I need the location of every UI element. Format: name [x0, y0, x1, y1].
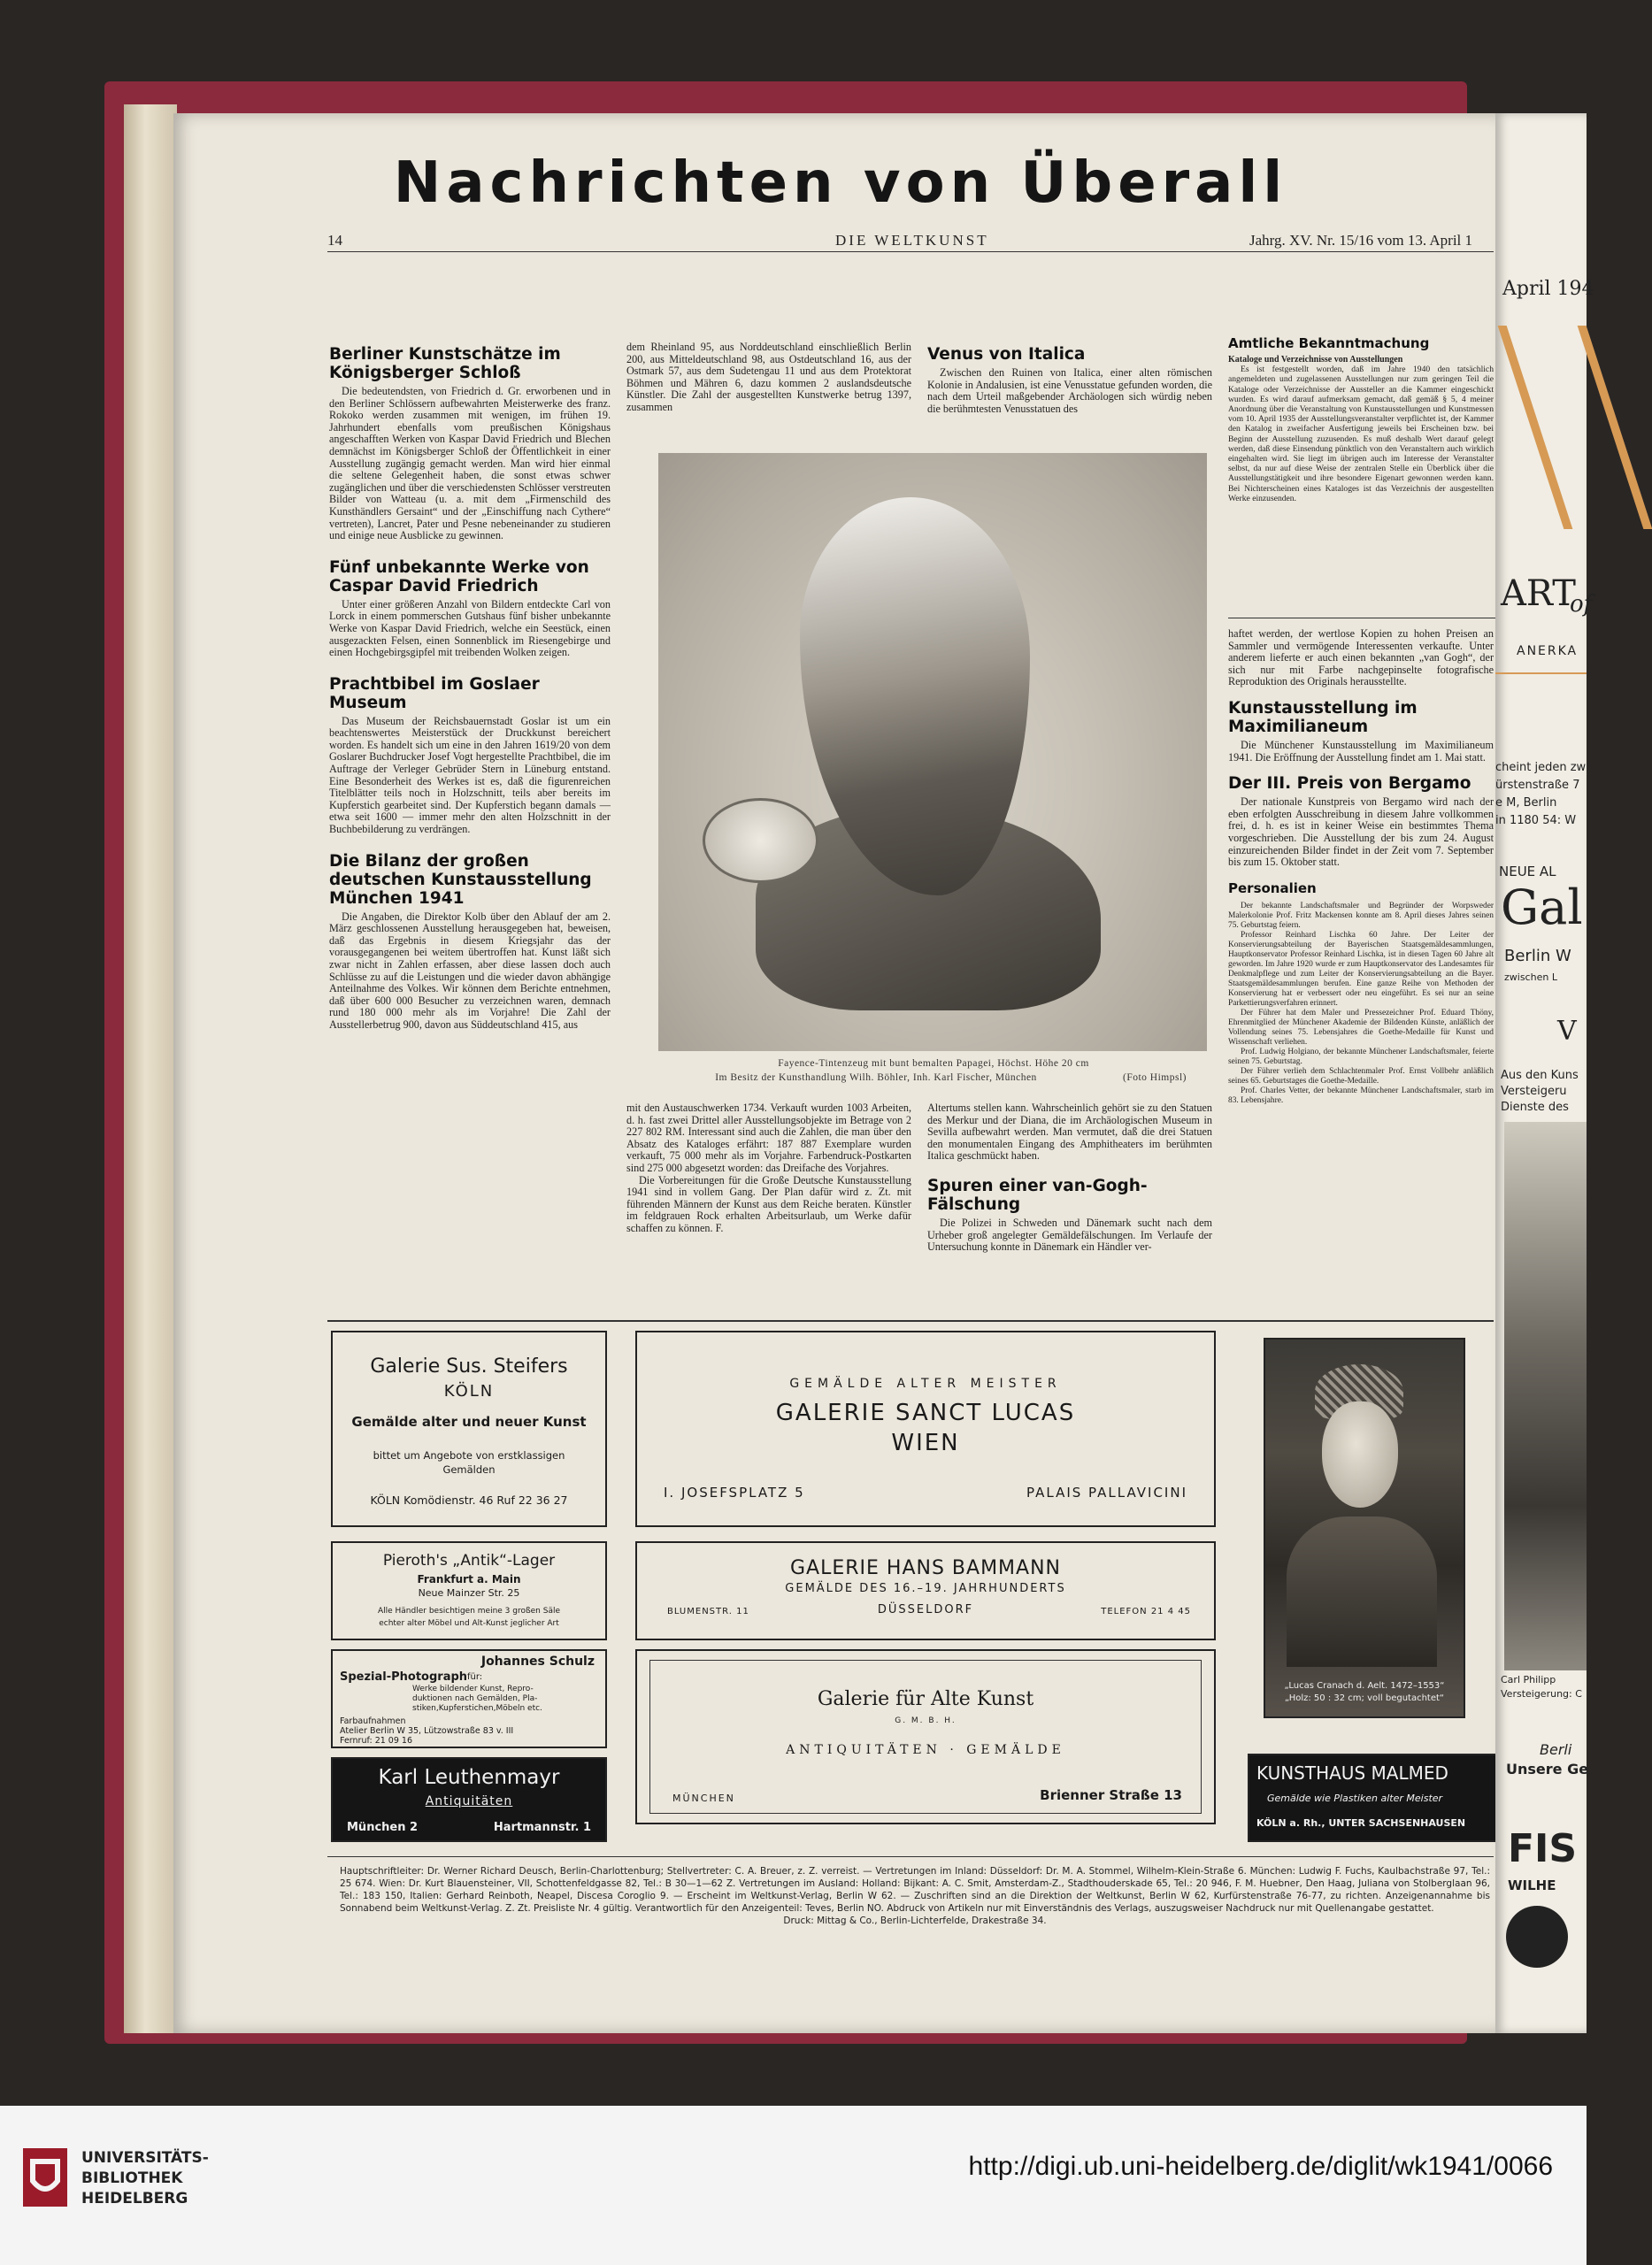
photo-caption-line1: Fayence-Tintenzeug mit bunt bemalten Papagei, Höchst. Höhe 20 cm	[778, 1058, 1089, 1069]
archive-url[interactable]: http://digi.ub.uni-heidelberg.de/diglit/wk1941/0066	[968, 2152, 1553, 2181]
ad-gmbh: G. M. B. H.	[895, 1716, 957, 1725]
column-4-lower	[1228, 628, 1494, 1106]
article-body: Die Polizei in Schweden und Dänemark sucht nach dem Urheber groß angelegter Gemäldefälschungen. Im Verlaufe der Untersuchung konnte in Dänemark ein Händler ver-	[927, 1216, 1212, 1254]
facing-text: Aus den Kuns	[1501, 1069, 1579, 1082]
article-body: Die Vorbereitungen für die Große Deutsche Kunstausstellung 1941 sind in vollem Gang. Der Plan dafür wird z. Zt. mit führenden Männern der Kunst aus dem Reiche beraten. Künstler im feldgrauen Rock erhalten Arbeitsurlaub, um Werke dafür schaffen zu können. F.	[626, 1173, 911, 1234]
facing-text: in 1180 54: W	[1495, 814, 1577, 827]
ad-label: Spezial-Photograph	[340, 1670, 468, 1684]
facing-text: cheint jeden zw	[1495, 761, 1587, 774]
portrait-face	[1322, 1401, 1398, 1508]
article-heading: Personalien	[1228, 879, 1317, 896]
ad-details	[412, 1685, 542, 1714]
facing-text: Dienste des	[1501, 1101, 1569, 1114]
facing-art: ART	[1501, 573, 1576, 614]
article-heading: Spuren einer van-Gogh-Fälschung	[927, 1176, 1148, 1214]
article-body: Das Museum der Reichsbauernstadt Goslar ist um ein beachtenswertes Meisterstück der Druckkunst bereichert worden. Es handelt sich um eine in den Jahren 1619/20 von dem Goslarer Buchdrucker Josef Vogt hergestellte Prachtbibel, die im Auftrage der Verleger Gebrüder Stern in Lüneburg entstand. Eine Besonderheit des Werkes ist es, daß die figurenreichen Titelblätter teils noch in Holzschnitt, teils aber bereits im Kupferstich gearbeitet sind. Der Kupferstich begann damals — etwa seit 1600 — immer mehr den alten Holzschnitt in der Buchbebilderung zu verdrängen.	[329, 714, 611, 836]
ad-for: für:	[467, 1672, 483, 1682]
ad-name: Galerie für Alte Kunst	[817, 1688, 1034, 1710]
ad-pieroth	[331, 1541, 607, 1640]
parrot-inkstand-photo	[658, 453, 1207, 1051]
facing-text: Unsere Ge	[1506, 1761, 1589, 1777]
ad-sub: Gemälde wie Plastiken alter Meister	[1267, 1793, 1443, 1804]
ad-top: GEMÄLDE ALTER MEISTER	[789, 1377, 1062, 1391]
ad-leuthenmayr	[331, 1757, 607, 1842]
ad-sub: Gemälden	[442, 1463, 496, 1476]
ad-phone: Fernruf: 21 09 16	[340, 1736, 413, 1746]
ad-city: München 2	[347, 1821, 419, 1834]
ad-name: Pieroth's „Antik“-Lager	[382, 1552, 556, 1570]
facing-text: FIS	[1508, 1826, 1578, 1871]
ad-address: Atelier Berlin W 35, Lützowstraße 83 v. III	[340, 1726, 514, 1736]
article-body: Unter einer größeren Anzahl von Bildern entdeckte Carl von Lorck in einem pommerschen Gutshaus fünf bisher unbekannte Werke von Kaspar David Friedrich, welche ein Seestück, einen ausgezackten Felsen, einen Sonnenblick im Riesengebirge und einen Hochgebirgsgipfel mit treibenden Wolken zeigen.	[329, 597, 611, 659]
article-body: Professor Reinhard Lischka 60 Jahre. Der Leiter der Konservierungsabteilung der Bayerischen Staatsgemäldesammlungen, Hauptkonservator Professor Reinhard Lischka, ist in diesen Tagen 60 Jahre alt geworden. Im Jahre 1920 wurde er zum Hauptkonservator des Landesamtes für Denkmalpflege und zum Leiter der Konservierungsabteilung an die Bayer. Staatsgemäldesammlungen berufen. Eine ganze Reihe von Methoden der Konservierung hat er verbessert oder neu eingeführt. Es sei nur an seine Parkettierungsverfahren erinnert.	[1228, 930, 1494, 1008]
column-3-bottom	[927, 1102, 1212, 1254]
column-2-top	[626, 342, 911, 414]
ad-address: Neue Mainzer Str. 25	[418, 1587, 520, 1599]
ad-sub: GEMÄLDE DES 16.–19. JAHRHUNDERTS	[785, 1582, 1066, 1595]
ad-address: Brienner Straße 13	[1040, 1787, 1182, 1803]
ad-line: duktionen nach Gemälden, Pla-	[412, 1694, 538, 1703]
issue-info: Jahrg. XV. Nr. 15/16 vom 13. April 1	[1249, 232, 1473, 249]
facing-anerk: ANERKA	[1517, 644, 1579, 658]
page-stack-edge	[124, 104, 177, 2033]
facing-text: WILHE	[1508, 1877, 1556, 1893]
portrait-caption: „Holz: 50 : 32 cm; voll begutachtet“	[1284, 1693, 1445, 1703]
ad-city: DÜSSELDORF	[877, 1603, 974, 1616]
header-rule	[327, 251, 1494, 252]
column-4	[1228, 333, 1494, 503]
article-body: Prof. Charles Vetter, der bekannte Münchener Landschaftsmaler, starb im 83. Lebensjahre.	[1228, 1086, 1494, 1105]
article-body: dem Rheinland 95, aus Norddeutschland einschließlich Berlin 200, aus Mitteldeutschland 98, aus Ostdeutschland 16, aus der Ostmark 57, aus dem Sudetengau 11 und aus dem Protektorat Böhmen und Mähren 6, dazu kommen 2 auslandsdeutsche Künstler. Die Zahl der ausgestellten Kunstwerke betrug 1397, zusammen	[626, 341, 911, 413]
ad-name: Johannes Schulz	[480, 1655, 595, 1669]
photo-credit: (Foto Himpsl)	[1123, 1072, 1187, 1083]
article-heading: Prachtbibel im Goslaer Museum	[329, 674, 540, 712]
article-heading: Fünf unbekannte Werke von Caspar David Friedrich	[329, 557, 589, 595]
article-heading: Venus von Italica	[927, 345, 1086, 364]
ad-galerie-alte-kunst	[635, 1649, 1216, 1824]
article-heading: Amtliche Bekanntmachung	[1228, 335, 1430, 351]
article-body: mit den Austauschwerken 1734. Verkauft wurden 1003 Arbeiten, d. h. fast zwei Drittel aller Ausstellungsobjekte im Betrage von 2 227 802 RM. Interessant sind auch die Zahlen, die man über den Absatz des Kataloges erfährt: 187 887 Exemplare wurden verkauft, 75 000 mehr als im Vorjahre. Farbendruck-Postkarten sind 275 000 abgesetzt worden: das Dreifache des Vorjahres.	[626, 1102, 911, 1174]
ad-address: BLUMENSTR. 11	[667, 1607, 749, 1616]
ad-name: GALERIE SANCT LUCAS	[775, 1400, 1076, 1426]
page-title: Nachrichten von Überall	[393, 150, 1288, 216]
facing-text: zwischen L	[1504, 971, 1557, 983]
ad-address: KÖLN Komödienstr. 46 Ruf 22 36 27	[370, 1493, 568, 1507]
column-3-top	[927, 336, 1212, 415]
facing-text: Versteigerung: C	[1501, 1688, 1582, 1700]
ad-sub: Antiquitäten	[425, 1794, 513, 1808]
ad-sanct-lucas	[635, 1331, 1216, 1527]
article-body: Die Münchener Kunstausstellung im Maximilianeum 1941. Die Eröffnung der Ausstellung findet am 1. Mai statt.	[1228, 738, 1494, 764]
facing-text: Gal	[1501, 879, 1583, 935]
ad-line: Werke bildender Kunst, Repro-	[412, 1685, 534, 1693]
journal-name: DIE WELTKUNST	[835, 232, 989, 249]
ad-phone: TELEFON 21 4 45	[1101, 1607, 1191, 1616]
ad-address: PALAIS PALLAVICINI	[1026, 1485, 1187, 1501]
ad-galerie-steifers	[331, 1331, 607, 1527]
ad-name: GALERIE HANS BAMMANN	[790, 1557, 1061, 1579]
university-logo-text	[81, 2148, 209, 2209]
facing-text: ürstenstraße 7	[1495, 779, 1580, 792]
article-heading: Die Bilanz der großen deutschen Kunstausstellung München 1941	[329, 851, 592, 908]
facing-text: Versteigeru	[1501, 1085, 1567, 1098]
article-heading: Berliner Kunstschätze im Königsberger Schloß	[329, 345, 561, 382]
inkwell-lid	[703, 798, 818, 883]
ad-address: I. JOSEFSPLATZ 5	[664, 1485, 805, 1501]
ad-name: Karl Leuthenmayr	[378, 1766, 560, 1789]
facing-text: Berli	[1540, 1741, 1572, 1758]
page-number: 14	[327, 232, 342, 249]
ad-name: Galerie Sus. Steifers	[370, 1355, 568, 1378]
ad-city: WIEN	[891, 1430, 960, 1456]
facing-of: of	[1570, 591, 1593, 618]
imprint	[340, 1865, 1490, 1927]
photo-caption-line2: Im Besitz der Kunsthandlung Wilh. Böhler, Inh. Karl Fischer, München	[715, 1072, 1037, 1083]
article-body: Die bedeutendsten, von Friedrich d. Gr. erworbenen und in den Berliner Schlössern aufbewahrten Meisterwerke des franz. Rokoko werden zusammen mit wenigen, im frühen 19. Jahrhundert ebenfalls vom preußischen Königshaus angeschafften Werken von Kaspar David Friedrich und Blechen demnächst im Königsberger Schloß der Öffentlichkeit in einer Ausstellung zugängig gemacht werden. Man wird hier einmal die seltene Gelegenheit haben, die sonst etwas schwer zugänglichen und über die verschiedensten Schlösser verstreuten Bilder von Watteau (u. a. mit dem „Firmenschild des Kunsthändlers Gersaint“ und der „Einschiffung nach Cythere“ vertreten), Lancret, Pater und Pesne nebeneinander zu studieren und einige neue Ausblicke zu gewinnen.	[329, 385, 611, 542]
ad-sub: echter alter Möbel und Alt-Kunst jeglicher Art	[379, 1619, 559, 1628]
archive-bar	[0, 2106, 1587, 2265]
facing-page	[1495, 113, 1594, 2033]
facing-text: e M, Berlin	[1495, 796, 1557, 810]
ads-rule	[327, 1320, 1494, 1322]
ad-address: KÖLN a. Rh., UNTER SACHSENHAUSEN	[1256, 1817, 1466, 1829]
ad-sub: bittet um Angebote von erstklassigen	[373, 1449, 565, 1462]
article-body: Es ist festgestellt worden, daß im Jahre 1940 den tatsächlich angemeldeten und zugelassenen Ausstellungen nur zum geringen Teil die Kataloge oder Verzeichnisse der Aussteller an die Kammer eingeschickt wurden. Es wird darauf aufmerksam gemacht, daß gemäß § 5, 4 meiner Anordnung über die Veranstaltung von Kunstausstellungen und Kunstmessen vom 10. April 1935 der Ausstellungsveranstalter verpflichtet ist, der Kammer den Katalog in zweifacher Ausfertigung jeweils bei Erscheinen bzw. bei Beginn der Ausstellung zuzusenden. Es muß deshalb Wert darauf gelegt werden, daß diese Einsendung pünktlich von den Veranstaltern auch wirklich eingehalten wird. Sie liegt im übrigen auch im Interesse der Veranstalter selbst, da nur auf diese Weise der zentralen Stelle ein Überblick über die Ausstellungstätigkeit und ihre besondere Eigenart gewonnen werden kann. Bei Nichterscheinen eines Kataloges ist das Verzeichnis der ausgestellten Werke einzusenden.	[1228, 365, 1494, 503]
article-body: Der nationale Kunstpreis von Bergamo wird nach der eben erfolgten Ausschreibung in diesem Jahre vollkommen frei, d. h. es ist in keiner Weise ein bestimmtes Thema vorgeschrieben. Die Ausstellung der bis zum 24. August einzureichenden Bilder findet in der Zeit vom 7. September bis zum 15. Oktober statt.	[1228, 795, 1494, 869]
imprint-text: Hauptschriftleiter: Dr. Werner Richard Deusch, Berlin-Charlottenburg; Stellvertreter: C. A. Breuer, z. Z. verreist. — Vertretungen im Inland: Düsseldorf: Dr. M. A. Stommel, Wilhelm-Klein-Straße 6. München: Ludwig F. Fuchs, Kaulbachstraße 97, Tel.: 25 674. Wien: Dr. Kurt Blauensteiner, VII, Schottenfeldgasse 82, Tel.: B 30—1—62 Z. Vertretungen im Ausland: Holland: Bijkant: A. C. Smit, Amsterdam-Z., Stadthouderskade 65, Tel.: 20 946, F. M. Huebner, Den Haag, Juliana von Stolberglaan 96, Tel.: 183 150, Italien: Gerhard Reinboth, Neapel, Discesa Coroglio 9. — Erscheint im Weltkunst-Verlag, Berlin W 62. — Zuschriften sind an die Direktion der Weltkunst, Berlin W 62, Kurfürstenstraße 76-77, zu richten. Anzeigenannahme bis Sonnabend beim Weltkunst-Verlag. Z. Zt. Preisliste Nr. 4 gültig. Verantwortlich für den Anzeigenteil: Teves, Berlin NO. Abdruck von Artikeln nur mit Einverständnis des Verlags, auszugsweiser Nachdruck nur mit Quellenangabe gestattet.	[340, 1866, 1490, 1914]
ad-contact	[340, 1716, 513, 1746]
ad-sub: Alle Händler besichtigen meine 3 großen Säle	[377, 1607, 561, 1616]
ad-schulz	[331, 1649, 607, 1748]
university-seal-icon	[21, 2146, 69, 2208]
logo-line: HEIDELBERG	[81, 2190, 188, 2207]
cranach-portrait	[1264, 1338, 1465, 1718]
ad-line: Farbaufnahmen	[340, 1716, 406, 1726]
ad-line: stiken,Kupferstichen,Möbeln etc.	[412, 1704, 542, 1713]
ad-name: KUNSTHAUS MALMED	[1256, 1762, 1448, 1784]
facing-text: Berlin W	[1504, 947, 1571, 965]
imprint-print: Druck: Mittag & Co., Berlin-Lichterfelde, Drakestraße 34.	[783, 1916, 1047, 1926]
ad-bammann	[635, 1541, 1216, 1640]
article-heading: Kunstausstellung im Maximilianeum	[1228, 698, 1418, 736]
ad-line: ANTIQUITÄTEN · GEMÄLDE	[786, 1743, 1065, 1757]
article-subheading: Kataloge und Verzeichnisse von Ausstellungen	[1228, 355, 1403, 365]
facing-text: NEUE AL	[1499, 864, 1556, 879]
article-heading: Der III. Preis von Bergamo	[1228, 774, 1471, 794]
facing-date: April 194	[1502, 278, 1594, 300]
portrait-caption: „Lucas Cranach d. Aelt. 1472–1553“	[1284, 1681, 1445, 1691]
footer-rule	[327, 1856, 1494, 1857]
ad-address: Hartmannstr. 1	[493, 1821, 591, 1834]
article-body: Zwischen den Ruinen von Italica, einer alten römischen Kolonie in Andalusien, ist eine Venusstatue gefunden worden, die nach dem Urteil maßgebender Archäologen sich würdig neben die berühmtesten Venusstatuen des	[927, 366, 1212, 415]
article-body: Der Führer hat dem Maler und Pressezeichner Prof. Eduard Thöny, Ehrenmitglied der Münchener Akademie der Bildenden Künste, anläßlich der Vollendung seines 75. Lebensjahres die Goethe-Medaille für Kunst und Wissenschaft verliehen.	[1228, 1008, 1494, 1047]
article-body: Die Angaben, die Direktor Kolb über den Ablauf der am 2. März geschlossenen Ausstellung herausgegeben hat, beweisen, daß das Ergebnis in diesem Kriegsjahr das der vorausgegangenen bei weitem übertroffen hat. Kunst läßt sich zwar nicht in Zahlen erfassen, aber diese lassen doch auch Schlüsse zu auf die Leistungen und die wieder davon abhängige Anteilnahme des Volkes. Wir können dem Berichte entnehmen, daß über 600 000 Besucher zu verzeichnen waren, demnach rund 180 000 mehr als im Vorjahre! Die Zahl der Ausstellerbetrug 900, davon aus Süddeutschland 415, aus	[329, 910, 611, 1031]
ad-kunsthaus-malmed	[1248, 1754, 1497, 1842]
facing-text: Carl Philipp	[1501, 1674, 1556, 1685]
ad-city: MÜNCHEN	[672, 1793, 735, 1804]
article-body: Altertums stellen kann. Wahrscheinlich gehört sie zu den Statuen des Merkur und der Diana, die im Archäologischen Museum in Sevilla aufbewahrt werden. Man vermutet, daß die drei Statuen den monumentalen Eingang des Amphitheaters im berühmten Italica geschmückt haben.	[927, 1102, 1212, 1163]
column-1	[329, 336, 611, 1032]
article-body: Der Führer verlieh dem Schlachtenmaler Prof. Ernst Vollbehr anläßlich seines 65. Geburtstages die Goethe-Medaille.	[1228, 1066, 1494, 1086]
ad-city: KÖLN	[443, 1382, 495, 1401]
ad-city: Frankfurt a. Main	[417, 1573, 521, 1586]
column-2-bottom	[626, 1102, 911, 1235]
article-body: Der bekannte Landschaftsmaler und Begründer der Worpsweder Malerkolonie Prof. Fritz Mackensen konnte am 8. April dieses Jahres seinen 75. Geburtstag feiern.	[1228, 901, 1494, 930]
article-body: Prof. Ludwig Holgiano, der bekannte Münchener Landschaftsmaler, feierte seinen 75. Geburtstag.	[1228, 1047, 1494, 1066]
logo-line: BIBLIOTHEK	[81, 2169, 183, 2187]
ad-line: Gemälde alter und neuer Kunst	[351, 1414, 587, 1430]
facing-text: V	[1557, 1016, 1577, 1047]
article-body: haftet werden, der wertlose Kopien zu hohen Preisen an Sammler und vermögende Interessenten verkaufte. Unter anderem lieferte er auch einen bekannten „van Gogh“, der sich nur mit Farbe nachgepinselte fotografische Reproduktion des Originals herausstellte.	[1228, 627, 1494, 688]
logo-line: UNIVERSITÄTS-	[81, 2149, 209, 2167]
